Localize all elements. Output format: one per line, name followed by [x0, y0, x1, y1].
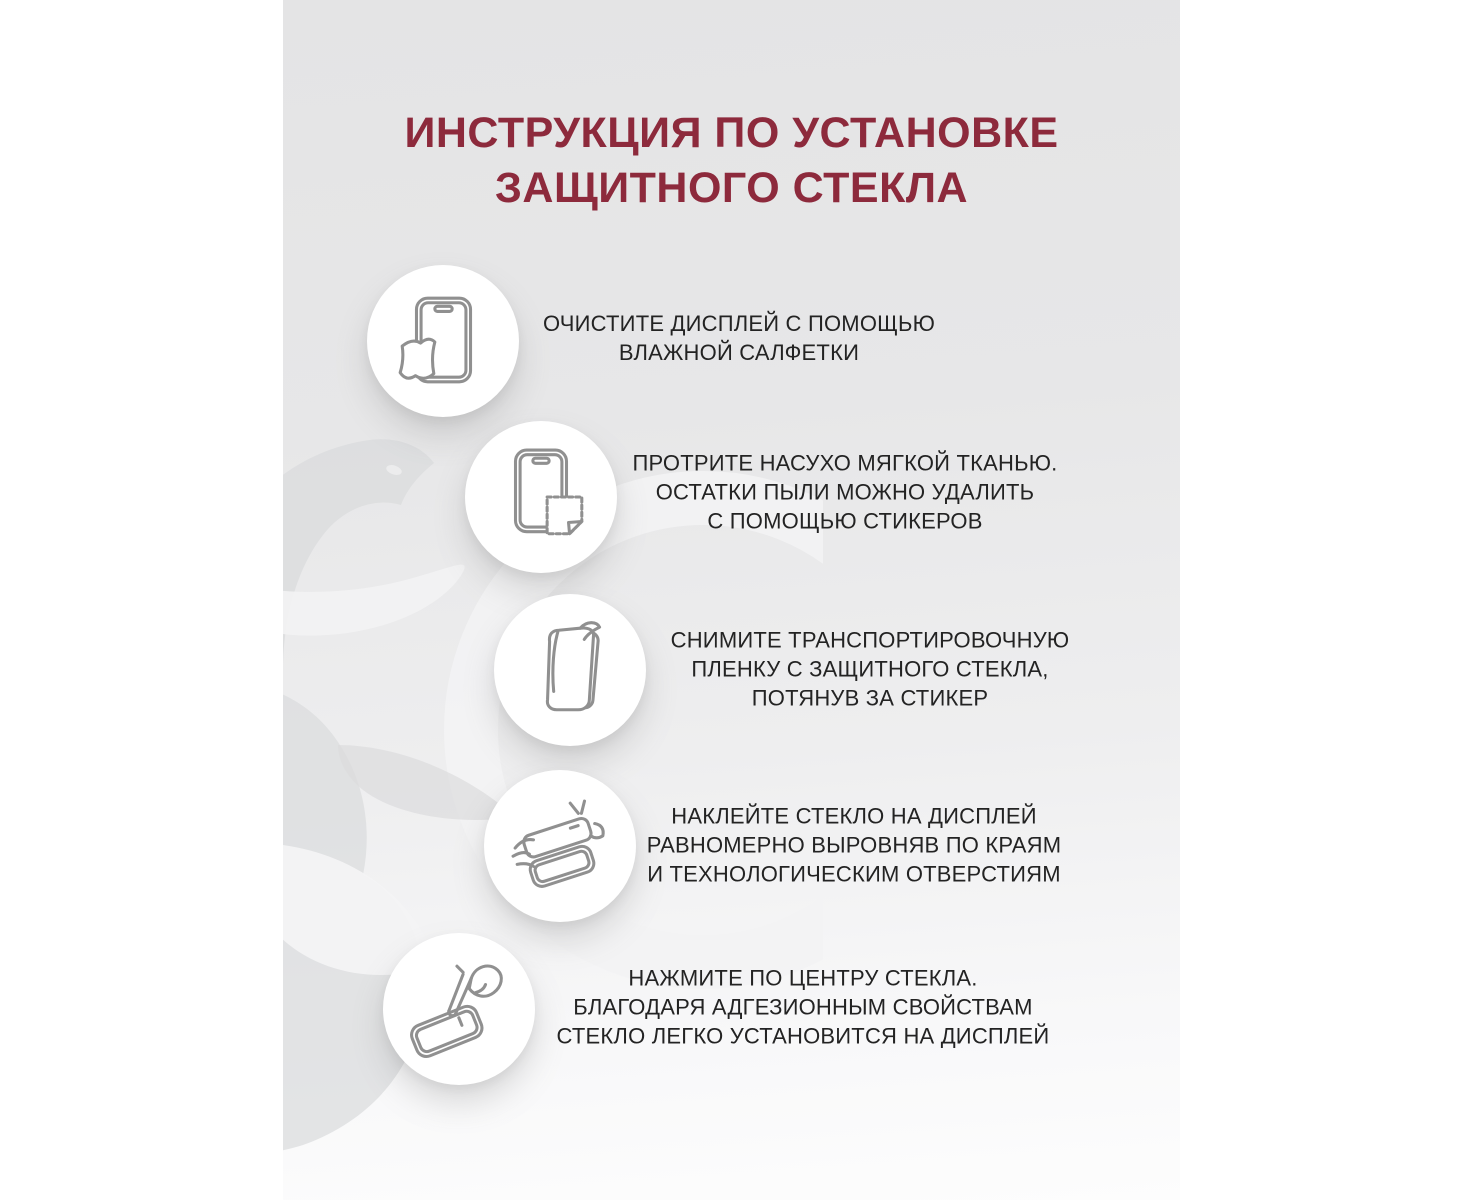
step-4-icon-circle: [484, 770, 636, 922]
step-3-text: [671, 626, 1070, 713]
step-1-line-1: ОЧИСТИТЕ ДИСПЛЕЙ С ПОМОЩЬЮ: [542, 311, 936, 336]
step-3-line-3: ПОТЯНУВ ЗА СТИКЕР: [751, 685, 989, 711]
step-4-line-2: РАВНОМЕРНО ВЫРОВНЯВ ПО КРАЯМ: [646, 832, 1062, 858]
step-3-line-1: СНИМИТЕ ТРАНСПОРТИРОВОЧНУЮ: [670, 627, 1070, 653]
step-3-line-2: ПЛЕНКУ С ЗАЩИТНОГО СТЕКЛА,: [691, 656, 1049, 682]
step-1-line-2: ВЛАЖНОЙ САЛФЕТКИ: [618, 340, 860, 365]
phone-sticker-icon: [490, 446, 592, 548]
press-center-icon: [408, 958, 510, 1060]
step-2-text: [633, 449, 1058, 536]
step-4-line-1: НАКЛЕЙТЕ СТЕКЛО НА ДИСПЛЕЙ: [671, 803, 1037, 829]
step-5-line-2: БЛАГОДАРЯ АДГЕЗИОННЫМ СВОЙСТВАМ: [573, 994, 1033, 1020]
phone-wipe-icon: [392, 290, 494, 392]
page-title-line-1: ИНСТРУКЦИЯ ПО УСТАНОВКЕ: [404, 109, 1059, 157]
step-4-text: [647, 802, 1062, 889]
step-1-text: [543, 309, 935, 367]
poster-content-panel: [283, 0, 1180, 1200]
step-5-line-3: СТЕКЛО ЛЕГКО УСТАНОВИТСЯ НА ДИСПЛЕЙ: [556, 1023, 1050, 1049]
step-2-line-2: ОСТАТКИ ПЫЛИ МОЖНО УДАЛИТЬ: [655, 479, 1035, 505]
step-2-icon-circle: [465, 421, 617, 573]
page-title-line-2: ЗАЩИТНОГО СТЕКЛА: [494, 164, 969, 212]
film-peel-icon: [519, 619, 621, 721]
align-glass-icon: [509, 795, 611, 897]
step-2-line-1: ПРОТРИТЕ НАСУХО МЯГКОЙ ТКАНЬЮ.: [632, 450, 1058, 476]
step-5-icon-circle: [383, 933, 535, 1085]
page-title: [283, 106, 1180, 216]
step-5-text: [557, 964, 1050, 1051]
step-2-line-3: С ПОМОЩЬЮ СТИКЕРОВ: [707, 508, 983, 534]
step-4-line-3: И ТЕХНОЛОГИЧЕСКИМ ОТВЕРСТИЯМ: [647, 861, 1061, 887]
step-1-icon-circle: [367, 265, 519, 417]
step-3-icon-circle: [494, 594, 646, 746]
step-5-line-1: НАЖМИТЕ ПО ЦЕНТРУ СТЕКЛА.: [628, 965, 978, 991]
